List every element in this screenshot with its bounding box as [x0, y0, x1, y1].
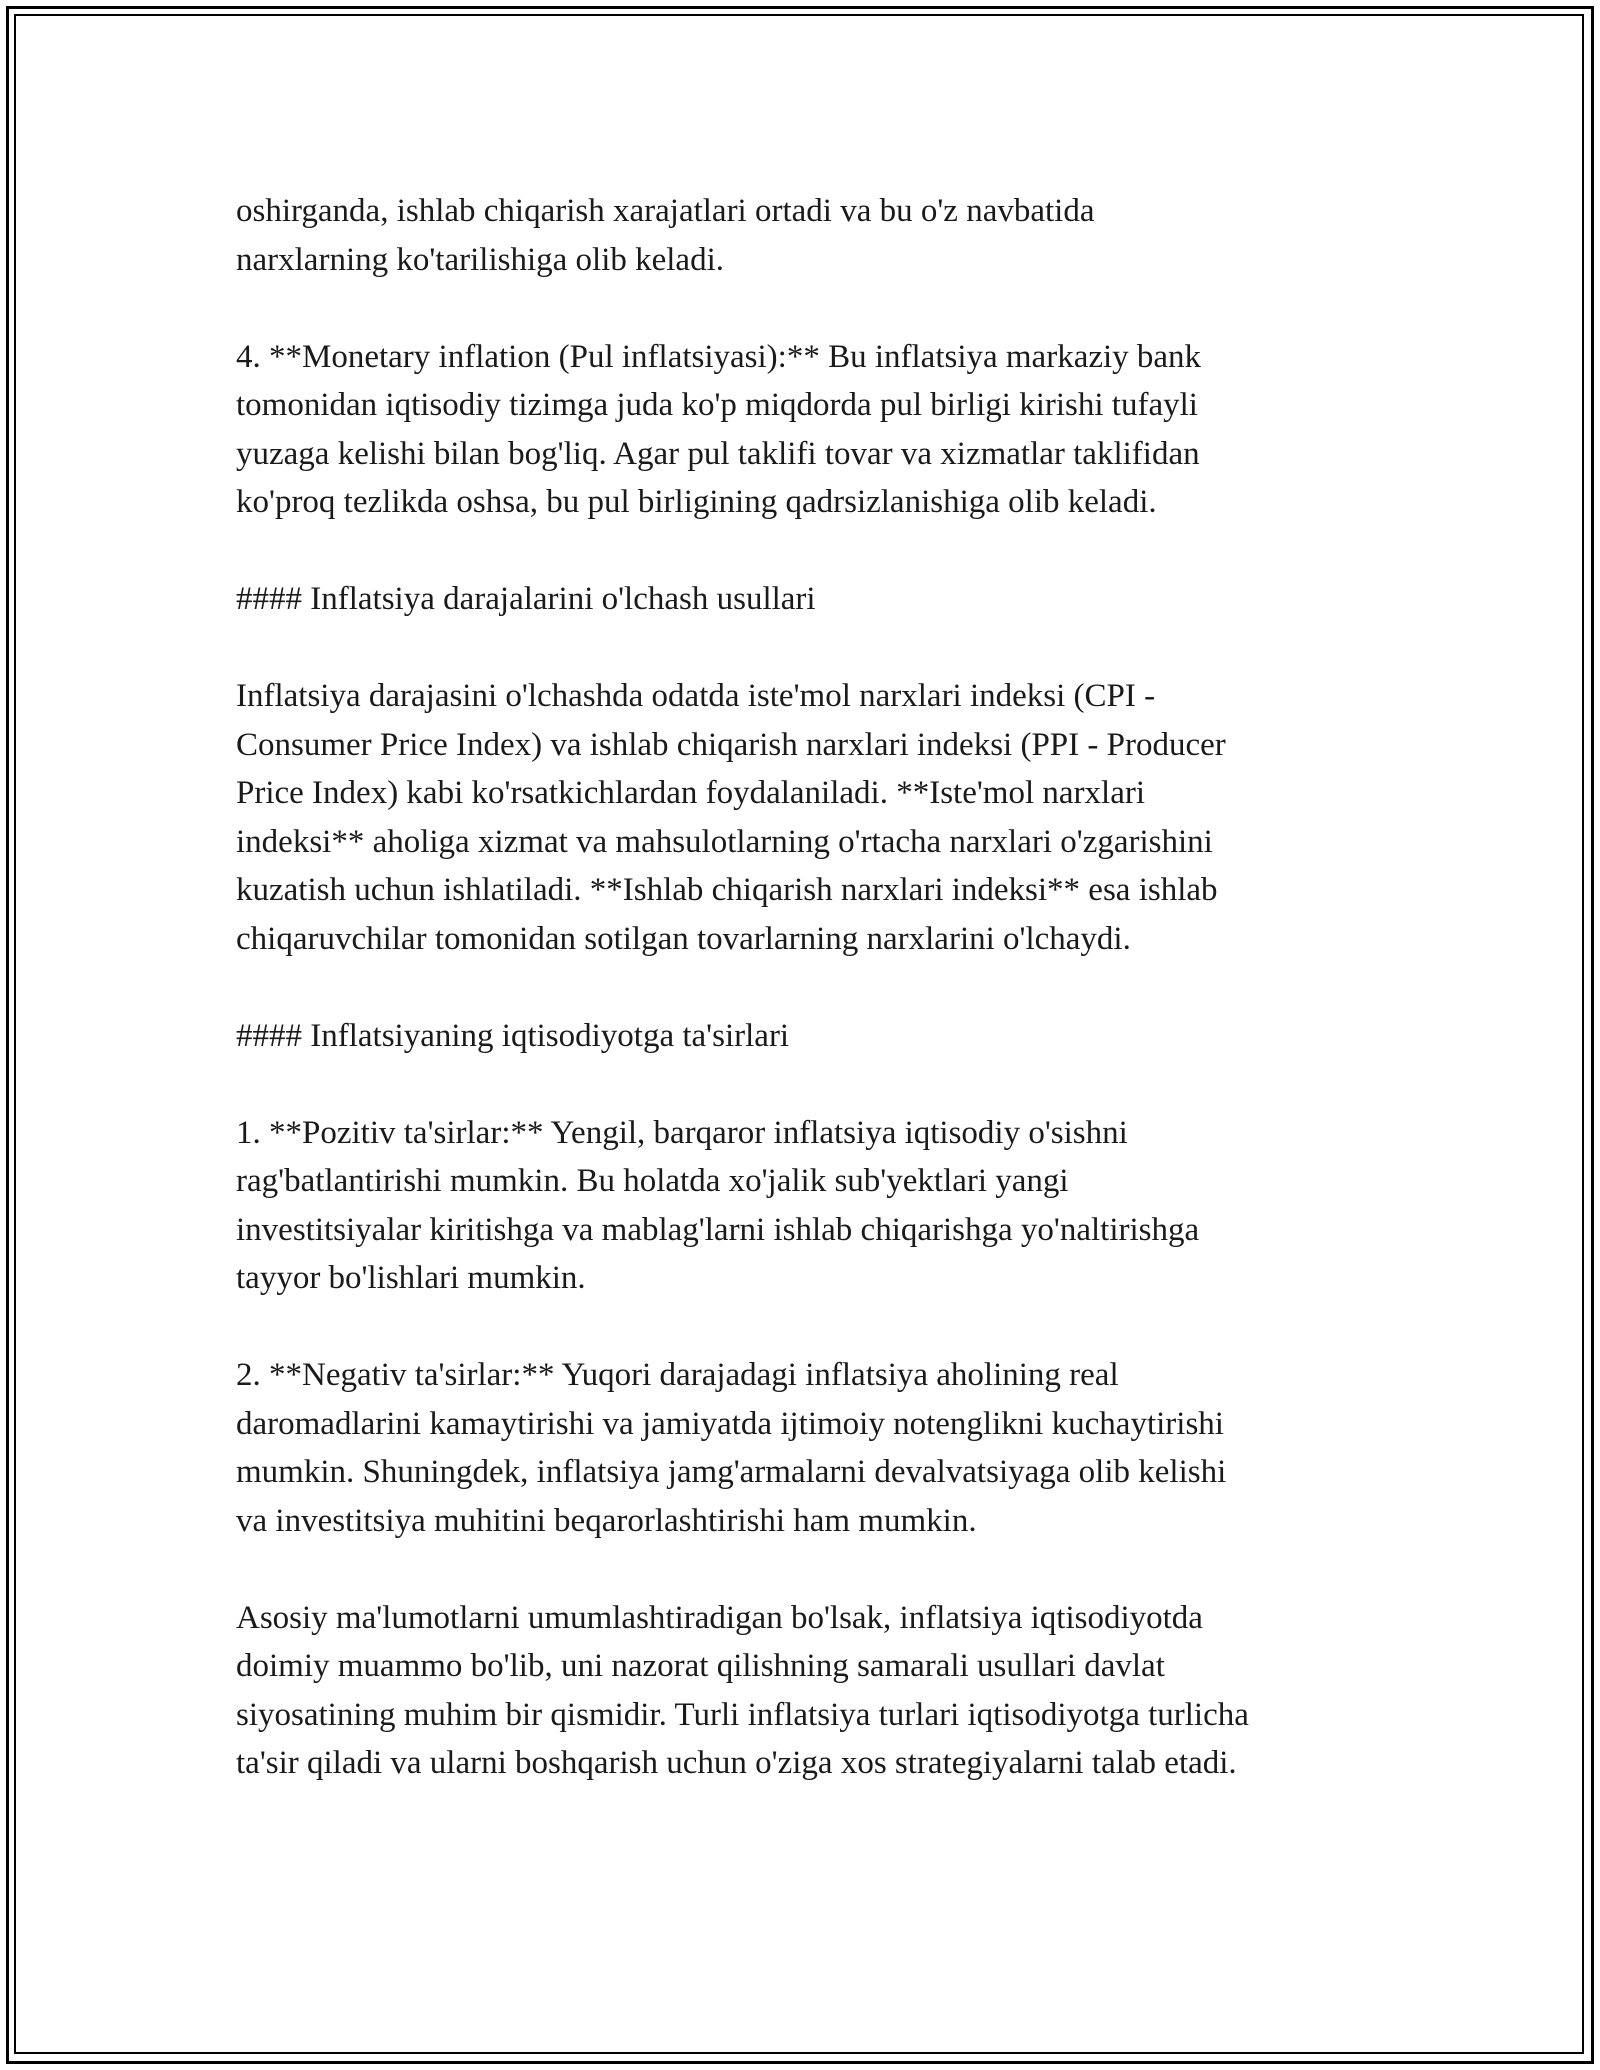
- paragraph-conclusion: Asosiy ma'lumotlarni umumlashtiradigan bo'lsak, inflatsiya iqtisodiyotda doimiy muammo bo'lib, uni nazorat qilishning samarali usullari davlat siyosatining muhim bir qismidir. Turli inflatsiya turlari iqtisodiyotga turlicha ta'sir qiladi va ularni boshqarish uchun o'ziga xos strategiyalarni talab etadi.: [236, 1599, 1249, 1781]
- heading-measurement-methods: #### Inflatsiya darajalarini o'lchash usullari: [236, 581, 816, 617]
- heading-economic-effects: #### Inflatsiyaning iqtisodiyotga ta'sirlari: [236, 1017, 790, 1054]
- paragraph-monetary-inflation: 4. **Monetary inflation (Pul inflatsiyasi):** Bu inflatsiya markaziy bank tomonidan iqtisodiy tizimga juda ko'p miqdorda pul birligi kirishi tufayli yuzaga kelishi bilan bog'liq. Agar pul taklifi tovar va xizmatlar taklifidan ko'proq tezlikda oshsa, bu pul birligining qadrsizlanishiga olib keladi.: [236, 338, 1202, 520]
- document-body: [236, 187, 1386, 1788]
- paragraph-production-costs: oshirganda, ishlab chiqarish xarajatlari ortadi va bu o'z navbatida narxlarning ko'tarilishiga olib keladi.: [236, 193, 1095, 278]
- paragraph-positive-effects: 1. **Pozitiv ta'sirlar:** Yengil, barqaror inflatsiya iqtisodiy o'sishni rag'batlantirishi mumkin. Bu holatda xo'jalik sub'yektlari yangi investitsiyalar kiritishga va mablag'larni ishlab chiqarishga yo'naltirishga tayyor bo'lishlari mumkin.: [236, 1114, 1200, 1296]
- paragraph-measurement-methods: Inflatsiya darajasini o'lchashda odatda iste'mol narxlari indeksi (CPI - Consumer Price Index) va ishlab chiqarish narxlari indeksi (PPI - Producer Price Index) kabi ko'rsatkichlardan foydalaniladi. **Iste'mol narxlari indeksi** aholiga xizmat va mahsulotlarning o'rtacha narxlari o'zgarishini kuzatish uchun ishlatiladi. **Ishlab chiqarish narxlari indeksi** esa ishlab chiqaruvchilar tomonidan sotilgan tovarlarning narxlarini o'lchaydi.: [236, 678, 1226, 957]
- paragraph-negative-effects: 2. **Negativ ta'sirlar:** Yuqori darajadagi inflatsiya aholining real daromadlarini kamaytirishi va jamiyatda ijtimoiy notenglikni kuchaytirishi mumkin. Shuningdek, inflatsiya jamg'armalarni devalvatsiyaga olib kelishi va investitsiya muhitini beqarorlashtirishi ham mumkin.: [236, 1357, 1227, 1539]
